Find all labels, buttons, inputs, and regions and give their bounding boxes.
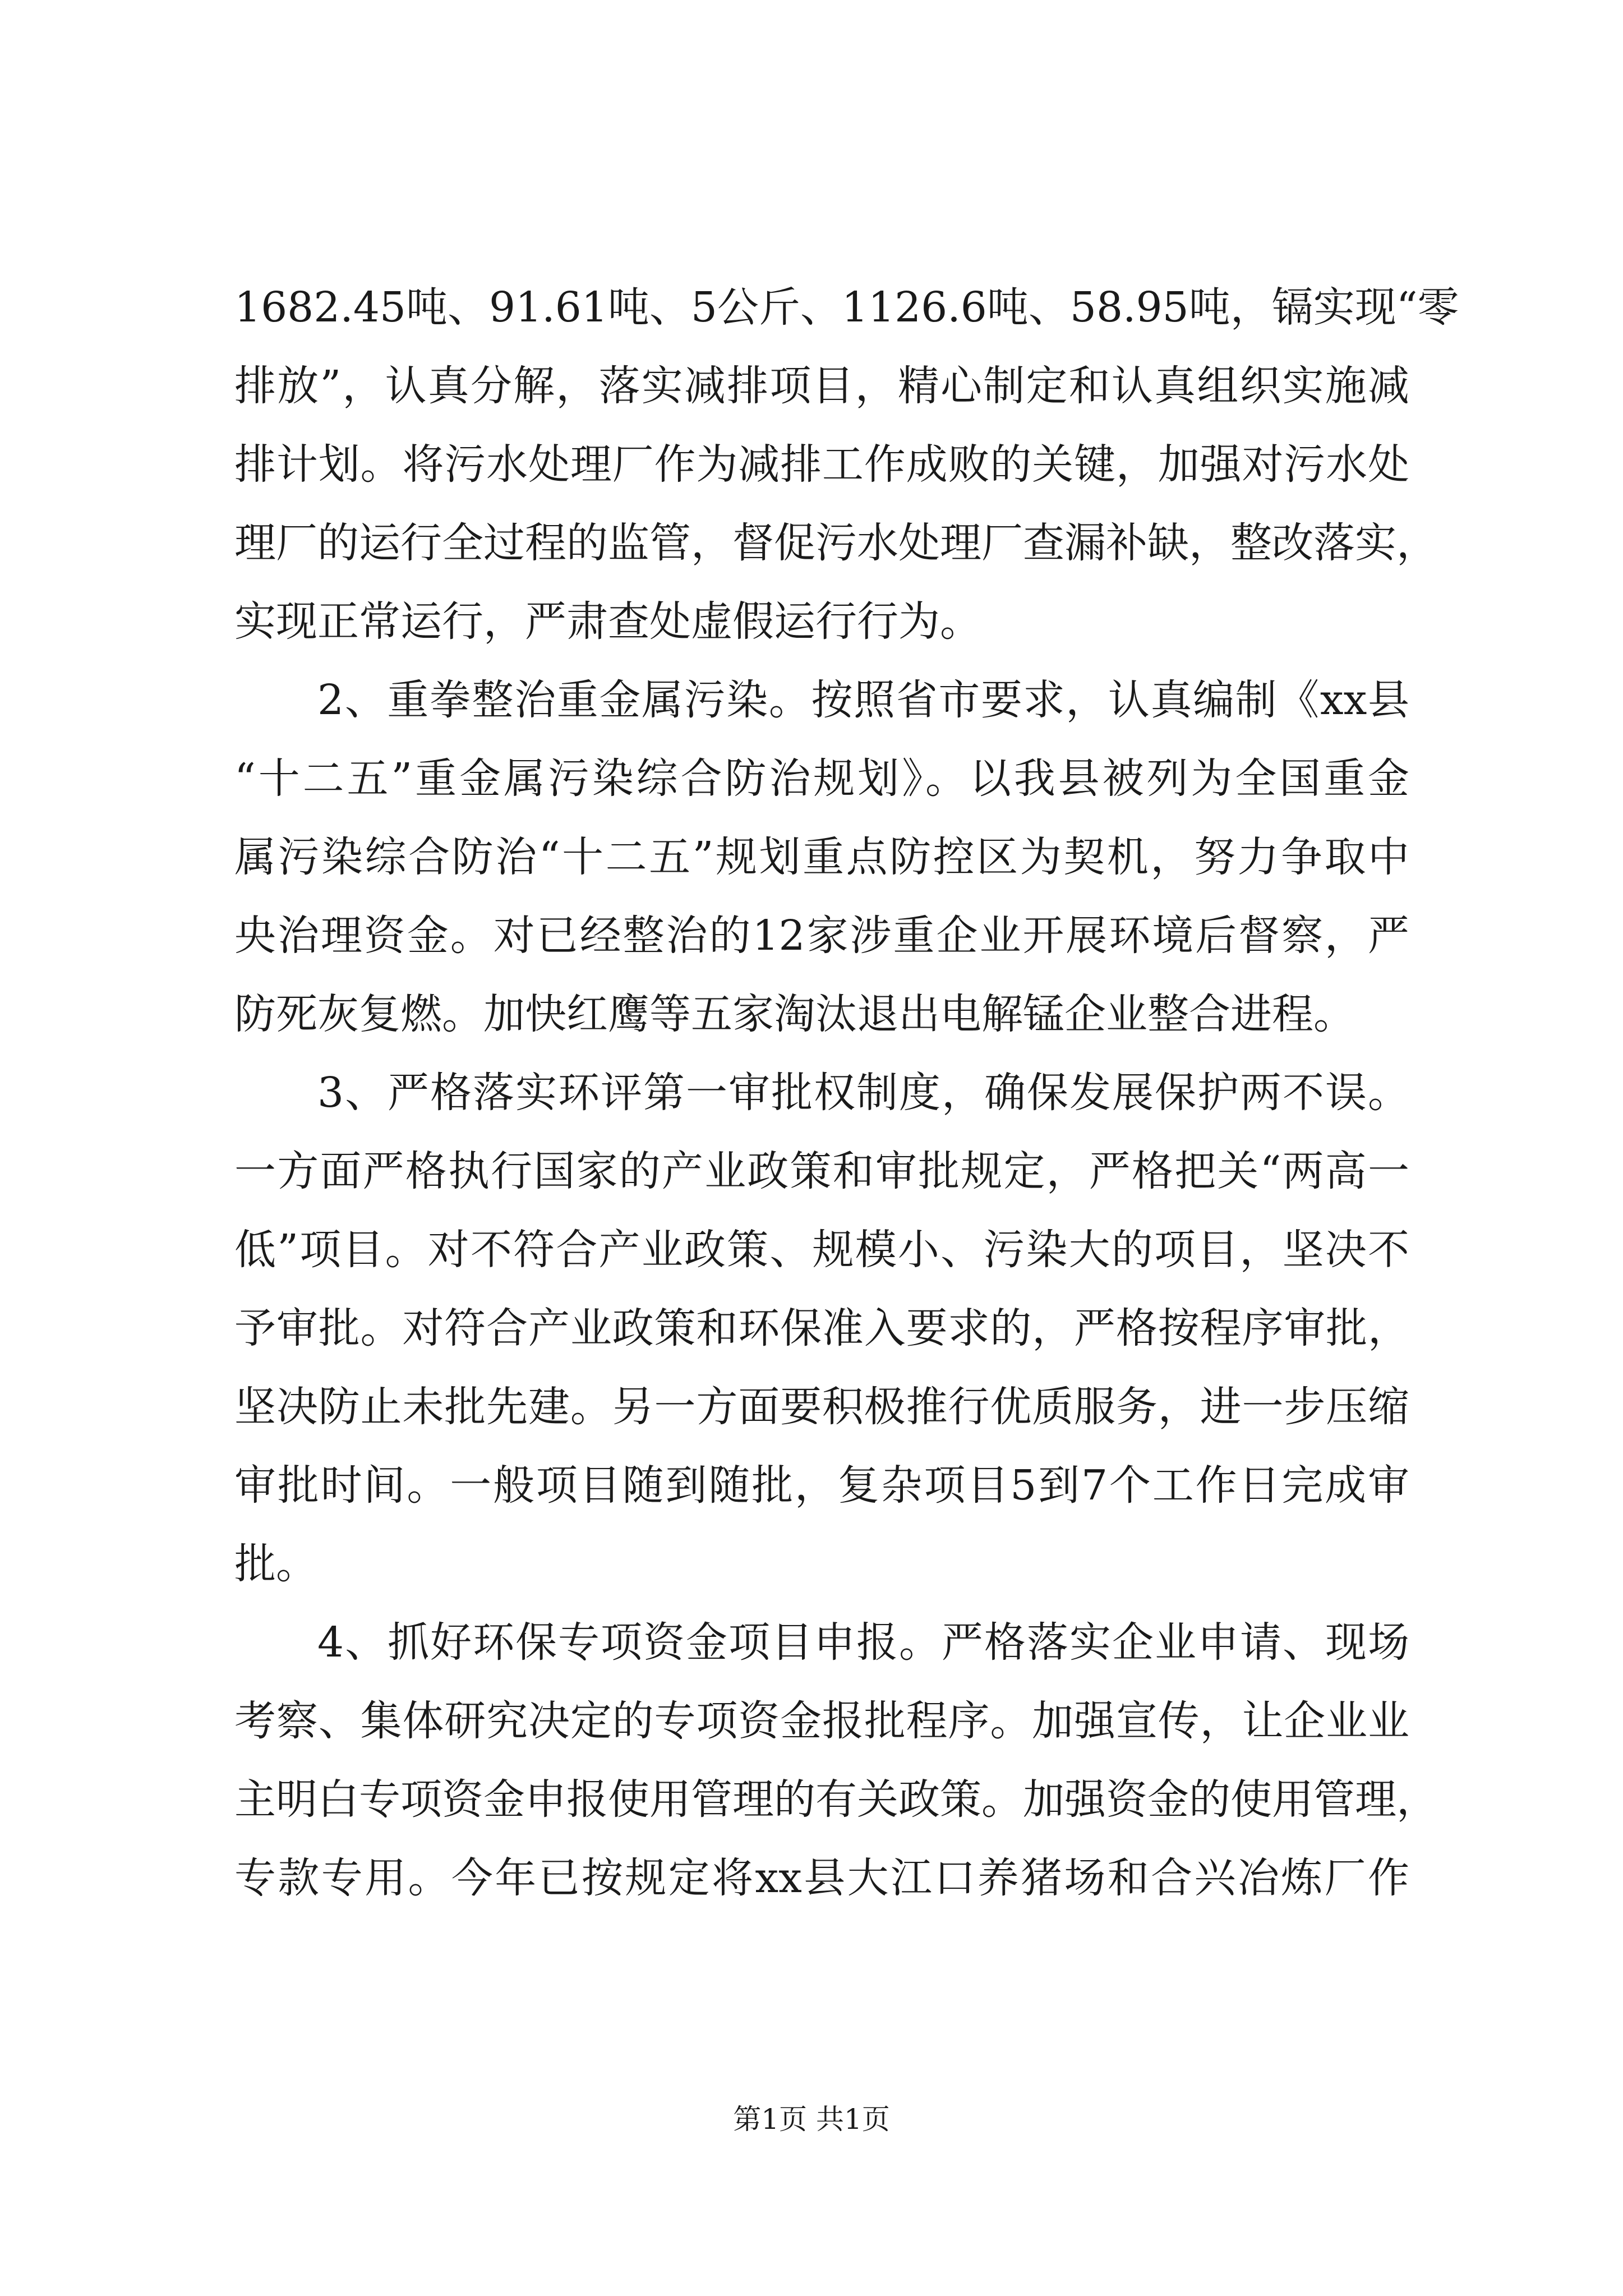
text-line: 一方面严格执行国家的产业政策和审批规定，严格把关“两高一 [234, 1147, 1409, 1195]
text-line: 央治理资金。对已经整治的12家涉重企业开展环境后督察，严 [234, 912, 1409, 960]
text-line: 主明白专项资金申报使用管理的有关政策。加强资金的使用管理， [234, 1775, 1438, 1824]
text-line: 批。 [234, 1540, 317, 1588]
text-line: 3、严格落实环评第一审批权制度，确保发展保护两不误。 [317, 1069, 1409, 1117]
document-body [234, 268, 1459, 1917]
text-line: 1682.45吨、91.61吨、5公斤、1126.6吨、58.95吨，镉实现“零 [234, 283, 1459, 332]
page-number-label: 第1页 共1页 [733, 2103, 890, 2136]
paragraph-4 [234, 1603, 1438, 1917]
text-line: 理厂的运行全过程的监管，督促污水处理厂查漏补缺，整改落实， [234, 519, 1438, 567]
text-line: 实现正常运行，严肃查处虚假运行行为。 [234, 597, 981, 646]
page-footer [0, 2097, 1623, 2137]
text-line: 考察、集体研究决定的专项资金报批程序。加强宣传，让企业业 [234, 1697, 1409, 1745]
paragraph-3 [234, 1053, 1409, 1603]
text-line: 审批时间。一般项目随到随批，复杂项目5到7个工作日完成审 [234, 1461, 1409, 1510]
text-line: 予审批。对符合产业政策和环保准入要求的，严格按程序审批， [234, 1304, 1409, 1352]
paragraph-2 [234, 661, 1409, 1053]
text-line: 属污染综合防治“十二五”规划重点防控区为契机，努力争取中 [234, 833, 1409, 881]
text-line: 专款专用。今年已按规定将xx县大江口养猪场和合兴冶炼厂作 [234, 1854, 1409, 1902]
text-line: 4、抓好环保专项资金项目申报。严格落实企业申请、现场 [317, 1618, 1409, 1667]
text-line: 坚决防止未批先建。另一方面要积极推行优质服务，进一步压缩 [234, 1383, 1409, 1431]
text-line: “十二五”重金属污染综合防治规划》。以我县被列为全国重金 [234, 754, 1409, 803]
text-line: 2、重拳整治重金属污染。按照省市要求，认真编制《xx县 [317, 676, 1409, 724]
text-line: 防死灰复燃。加快红鹰等五家淘汰退出电解锰企业整合进程。 [234, 990, 1355, 1038]
paragraph-1 [234, 268, 1459, 661]
text-line: 低”项目。对不符合产业政策、规模小、污染大的项目，坚决不 [234, 1226, 1409, 1274]
text-line: 排放”，认真分解，落实减排项目，精心制定和认真组织实施减 [234, 362, 1409, 410]
text-line: 排计划。将污水处理厂作为减排工作成败的关键，加强对污水处 [234, 440, 1409, 489]
